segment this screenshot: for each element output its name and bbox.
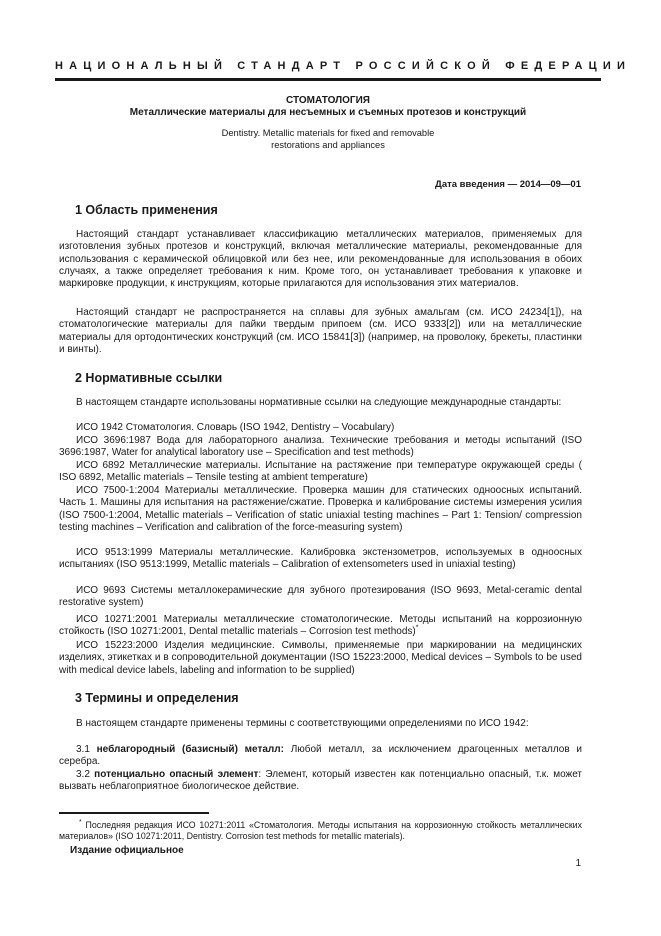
- section1-paragraph1: Настоящий стандарт устанавливает классификацию металлических материалов, применяемых для изготовления зубных протезов и конструкций, включая металлические материалы, рекомендованные для использования с керамической облицовкой или без нее, или рекомендованные для использования в обоих случаях, а также определяет требования к ним. Кроме того, он устанавливает требования к упаковке и маркировке продукции, к инструкциям, которые прилагаются для использования этих материалов.: [59, 229, 582, 290]
- reference-iso7500: ИСО 7500-1:2004 Материалы металлические. Проверка машин для статических одноосных испытаний. Часть 1. Машины для испытания на растяжение/сжатие. Проверка и калибрование системы измерения усилия (ISO 7500-1:2004, Metallic materials – Verification of static uniaxial testing machines – Part 1: Tension/ compression testing machines – Verification and calibration of the force-measuring system): [59, 485, 582, 534]
- term-3-1-term: неблагородный (базисный) металл:: [96, 744, 284, 755]
- page-number: 1: [575, 858, 581, 869]
- term-3-1-number: 3.1: [76, 744, 90, 755]
- footnote-mark: *: [79, 819, 82, 827]
- reference-iso15223: ИСО 15223:2000 Изделия медицинские. Символы, применяемые при маркировании на медицинских изделиях, этикетках и в сопроводительной документации (ISO 15223:2000, Medical devices – Symbols to be used with medical device labels, labeling and information to be supplied): [59, 640, 582, 676]
- section2-heading: 2 Нормативные ссылки: [75, 371, 223, 385]
- footnote: [59, 820, 582, 842]
- footnote-rule: [59, 812, 209, 814]
- section3-heading: 3 Термины и определения: [75, 691, 239, 705]
- term-3-2: [59, 769, 582, 794]
- section1-heading: 1 Область применения: [75, 203, 218, 217]
- edition-label: Издание официальное: [70, 845, 184, 856]
- english-title-line1: Dentistry. Metallic materials for fixed and removable: [221, 128, 435, 138]
- document-title: СТОМАТОЛОГИЯ: [286, 95, 370, 106]
- header-rule: [55, 78, 601, 81]
- reference-iso9693: ИСО 9693 Системы металлокерамические для зубного протезирования (ISO 9693, Metal-ceramic dental restorative system): [59, 585, 582, 609]
- section2-intro: В настоящем стандарте использованы нормативные ссылки на следующие международные стандарты:: [76, 397, 562, 408]
- term-3-2-number: 3.2: [76, 769, 90, 780]
- date-introduced: Дата введения — 2014—09—01: [435, 179, 581, 190]
- footnote-text: Последняя редакция ИСО 10271:2011 «Стоматология. Методы испытания на коррозионную стойкость металлических материалов» (ISO 10271:2011, Dentistry. Corrosion test methods for metallic materials).: [59, 820, 582, 842]
- document-subtitle: Металлические материалы для несъемных и съемных протезов и конструкций: [129, 107, 527, 118]
- reference-iso6892: ИСО 6892 Металлические материалы. Испытание на растяжение при температуре окружающей среды ( ISO 6892, Metallic materials – Tensile testing at ambient temperature): [59, 460, 582, 484]
- document-header: НАЦИОНАЛЬНЫЙ СТАНДАРТ РОССИЙСКОЙ ФЕДЕРАЦИИ: [55, 60, 632, 72]
- reference-iso3696: ИСО 3696:1987 Вода для лабораторного анализа. Технические требования и методы испытаний (ISO 3696:1987, Water for analytical laboratory use – Specification and test methods): [59, 435, 582, 459]
- footnote-marker: *: [415, 625, 419, 633]
- english-title-line2: restorations and appliances: [271, 140, 385, 150]
- reference-iso1942: ИСО 1942 Стоматология. Словарь (ISO 1942, Dentistry – Vocabulary): [76, 422, 395, 433]
- section1-paragraph2: Настоящий стандарт не распространяется на сплавы для зубных амальгам (см. ИСО 24234[1]), на стоматологические материалы для пайки твердым припоем (см. ИСО 9333[2]) или на металлические материалы для ортодонтических конструкций (см. ИСО 15841[3]) (например, на проволоку, брекеты, пластинки и винты).: [59, 307, 582, 356]
- term-3-1: [59, 744, 582, 769]
- section3-intro: В настоящем стандарте применены термины с соответствующими определениями по ИСО 1942:: [76, 718, 529, 729]
- reference-iso10271: [59, 614, 582, 639]
- reference-iso10271-text: ИСО 10271:2001 Материалы металлические стоматологические. Методы испытаний на коррозионную стойкость (ISO 10271:2001, Dental metallic materials – Corrosion test methods): [59, 614, 582, 638]
- term-3-1-definition: Любой металл, за исключением драгоценных металлов и серебра.: [59, 744, 582, 768]
- term-3-2-definition: : Элемент, который известен как потенциально опасный, т.к. может вызвать неблагоприятное биологическое действие.: [59, 769, 583, 793]
- reference-iso9513: ИСО 9513:1999 Материалы металлические. Калибровка экстензометров, используемых в одноосных испытаниях (ISO 9513:1999, Metallic materials – Calibration of extensometers used in uniaxial testing): [59, 547, 582, 571]
- term-3-2-term: потенциально опасный элемент: [94, 769, 259, 780]
